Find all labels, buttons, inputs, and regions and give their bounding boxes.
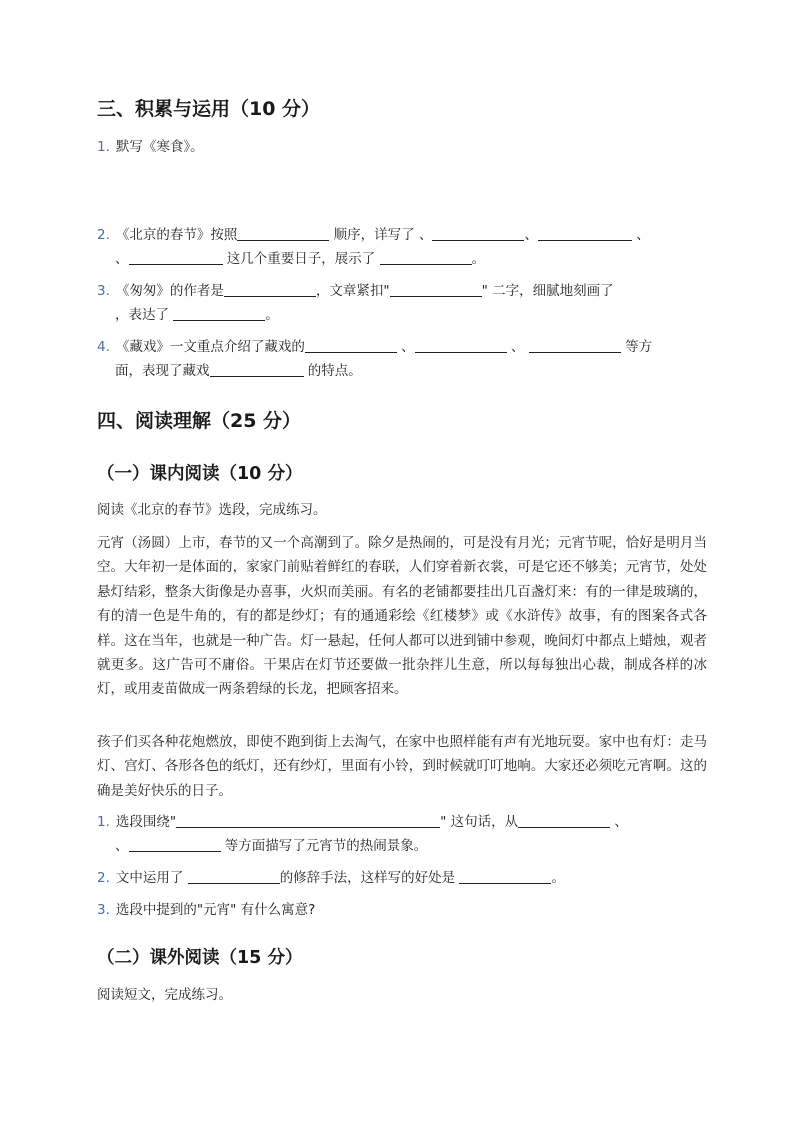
- question-4-3: [97, 899, 315, 921]
- section-3-title: 三、积累与运用（10 分）: [97, 98, 321, 120]
- question-number: 3.: [97, 902, 110, 918]
- answer-blank[interactable]: [188, 868, 280, 884]
- question-number: 4.: [97, 339, 110, 355]
- answer-blank[interactable]: [237, 225, 329, 241]
- question-3-2: [97, 224, 650, 246]
- section-4-title: 四、阅读理解（25 分）: [97, 410, 302, 432]
- answer-blank[interactable]: [176, 812, 440, 828]
- question-4-2: [97, 867, 565, 889]
- answer-blank[interactable]: [459, 868, 551, 884]
- question-text: 的修辞手法，这样写的好处是: [279, 870, 460, 886]
- question-text: 的特点。: [303, 363, 362, 379]
- answer-blank[interactable]: [380, 249, 472, 265]
- question-number: 1.: [97, 814, 110, 830]
- question-text: 这几个重要日子，展示了: [222, 251, 380, 267]
- part-1-title: （一）课内阅读（10 分）: [97, 464, 303, 484]
- question-3-3-cont: [115, 304, 279, 326]
- part-1-intro: 阅读《北京的春节》选段，完成练习。: [97, 502, 327, 518]
- answer-blank[interactable]: [538, 225, 632, 241]
- answer-blank[interactable]: [390, 281, 482, 297]
- question-text: 等方面描写了元宵节的热闹景象。: [220, 838, 428, 854]
- question-3-4: [97, 336, 652, 358]
- question-number: 2.: [97, 227, 110, 243]
- question-text: 选段中提到的"元宵" 有什么寓意?: [115, 902, 316, 918]
- answer-blank[interactable]: [529, 337, 621, 353]
- question-text: 。: [551, 870, 565, 886]
- answer-blank[interactable]: [210, 361, 304, 377]
- question-3-2-cont: [115, 248, 485, 270]
- answer-blank[interactable]: [305, 337, 397, 353]
- question-text: 面，表现了藏戏: [115, 363, 210, 379]
- answer-blank[interactable]: [432, 225, 524, 241]
- question-text: 、: [115, 838, 129, 854]
- question-text: " 二字，细腻地刻画了: [481, 283, 614, 299]
- question-text: 、: [631, 227, 650, 243]
- question-text: 默写《寒食》。: [115, 139, 204, 155]
- question-4-1: [97, 811, 628, 833]
- question-text: 选段围绕": [115, 814, 177, 830]
- question-number: 2.: [97, 870, 110, 886]
- answer-blank[interactable]: [173, 305, 265, 321]
- question-text: 《藏戏》一文重点介绍了藏戏的: [115, 339, 305, 355]
- question-text: 《北京的春节》按照: [115, 227, 238, 243]
- question-text: 文中运用了: [115, 870, 188, 886]
- question-text: 。: [471, 251, 486, 267]
- question-text: 、: [524, 227, 538, 243]
- question-text: 。: [265, 307, 279, 323]
- question-4-1-cont: [115, 835, 427, 857]
- question-text: 、: [115, 251, 129, 267]
- passage-paragraph-2: 孩子们买各种花炮燃放，即使不跑到街上去淘气，在家中也照样能有声有光地玩耍。家中也有灯：走马灯、宫灯、各形各色的纸灯，还有纱灯，里面有小铃，到时候就叮叮地响。大家还必须吃元宵啊。这的确是美好快乐的日子。: [97, 734, 707, 799]
- question-text: ，表达了: [115, 307, 174, 323]
- question-text: 、: [396, 339, 415, 355]
- part-2-title: （二）课外阅读（15 分）: [97, 948, 303, 968]
- question-text: ，文章紧扣": [315, 283, 390, 299]
- question-3-1: [97, 136, 204, 158]
- part-2-intro: 阅读短文，完成练习。: [97, 987, 232, 1003]
- question-text: 、: [610, 814, 628, 830]
- answer-blank[interactable]: [129, 836, 221, 852]
- answer-blank[interactable]: [518, 812, 610, 828]
- passage-paragraph-1: 元宵（汤圆）上市，春节的又一个高潮到了。除夕是热闹的，可是没有月光；元宵节呢，恰好是明月当空。大年初一是体面的，家家门前贴着鲜红的春联，人们穿着新衣裳，可是它还不够美；元宵节，处处悬灯结彩，整条大街像是办喜事，火炽而美丽。有名的老铺都要挂出几百盏灯来：有的一律是玻璃的，有的清一色是牛角的，有的都是纱灯；有的通通彩绘《红楼梦》或《水浒传》故事，有的图案各式各样。这在当年，也就是一种广告。灯一悬起，任何人都可以进到铺中参观，晚间灯中都点上蜡烛，观者就更多。这广告可不庸俗。干果店在灯节还要做一批杂拌儿生意，所以每每独出心裁，制成各样的冰灯，或用麦苗做成一两条碧绿的长龙，把顾客招来。: [97, 535, 707, 698]
- answer-blank[interactable]: [415, 337, 507, 353]
- question-text: 顺序，详写了 、: [329, 227, 433, 243]
- question-number: 1.: [97, 139, 110, 155]
- answer-blank[interactable]: [129, 249, 223, 265]
- question-text: 等方: [620, 339, 653, 355]
- question-number: 3.: [97, 283, 110, 299]
- answer-blank[interactable]: [224, 281, 316, 297]
- question-3-3: [97, 280, 614, 302]
- question-text: 《匆匆》的作者是: [115, 283, 224, 299]
- question-text: 、: [506, 339, 529, 355]
- question-3-4-cont: [115, 360, 362, 382]
- question-text: " 这句话，从: [440, 814, 519, 830]
